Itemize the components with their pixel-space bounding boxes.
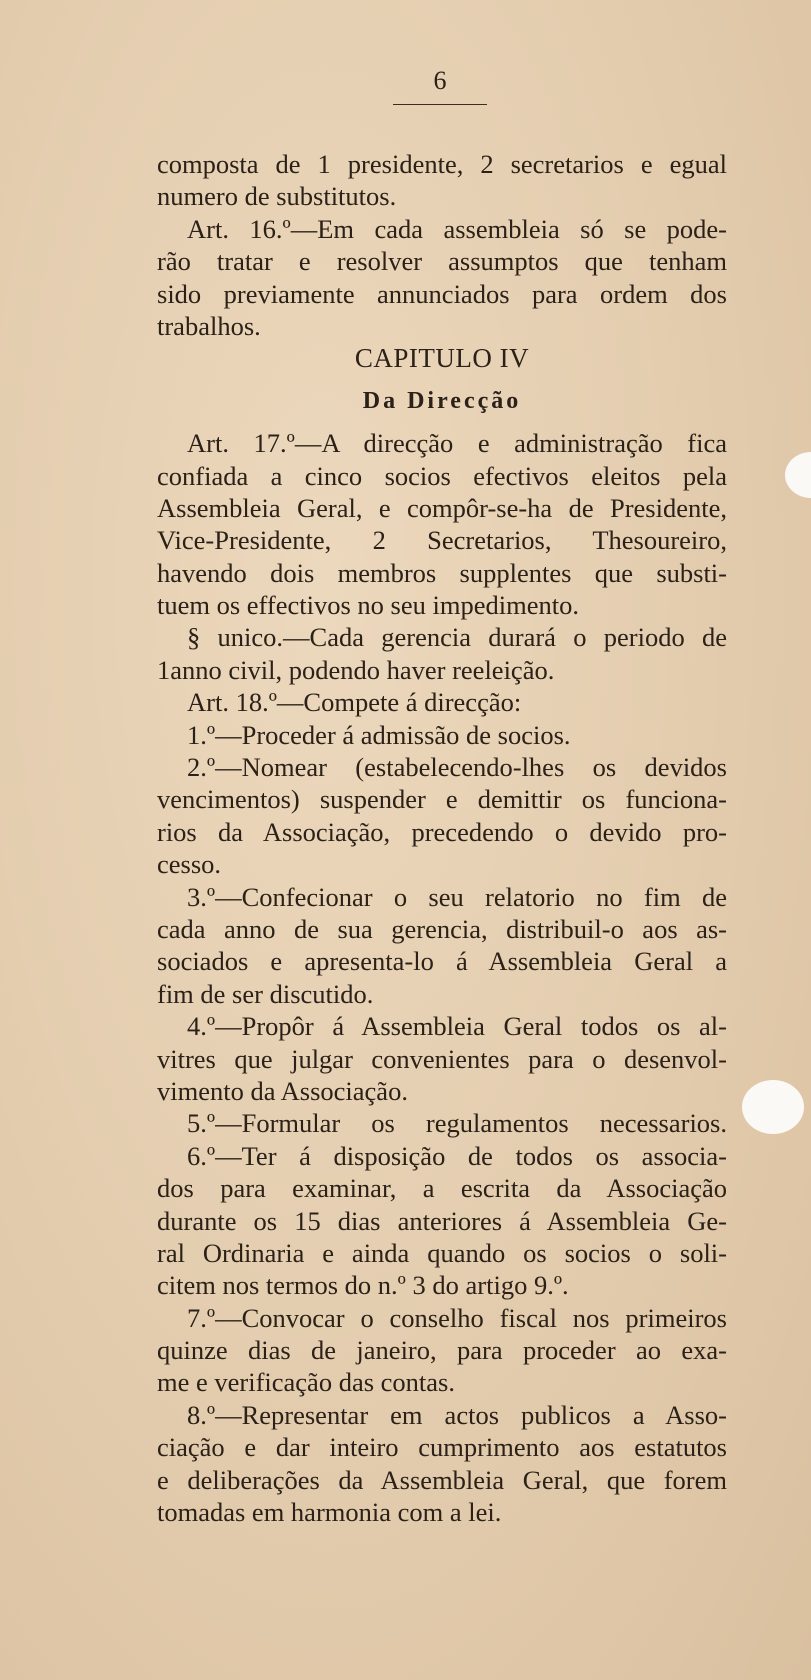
text-line: § unico.—Cada gerencia durará o periodo de bbox=[187, 622, 727, 653]
text-line: 5.º—Formular os regulamentos necessarios. bbox=[187, 1108, 727, 1139]
text-line: 1.º—Proceder á admissão de socios. bbox=[187, 719, 571, 750]
page-number: 6 bbox=[433, 66, 447, 95]
text-line: cada anno de sua gerencia, distribuil-o aos as- bbox=[157, 914, 727, 944]
text-line: numero de substitutos. bbox=[157, 181, 397, 212]
text-line: 3.º—Confecionar o seu relatorio no fim de bbox=[187, 881, 727, 912]
text-line: Art. 17.º—A direcção e administração fica bbox=[187, 428, 727, 459]
text-line: tomadas em harmonia com a lei. bbox=[157, 1497, 502, 1528]
text-line: trabalhos. bbox=[157, 310, 261, 341]
text-line: dos para examinar, a escrita da Associação bbox=[157, 1173, 727, 1204]
text-line: Vice-Presidente, 2 Secretarios, Thesoureiro, bbox=[157, 525, 727, 556]
text-line: 1anno civil, podendo haver reeleição. bbox=[157, 654, 555, 685]
text-line: 6.º—Ter á disposição de todos os associa- bbox=[187, 1140, 727, 1171]
text-line: ciação e dar inteiro cumprimento aos estatutos bbox=[157, 1432, 727, 1463]
text-line: fim de ser discutido. bbox=[157, 978, 374, 1009]
section-title: Da Direcção bbox=[362, 387, 522, 414]
chapter-heading: CAPITULO IV bbox=[354, 343, 530, 374]
text-line: Art. 16.º—Em cada assembleia só se pode- bbox=[187, 213, 727, 244]
text-line: rão tratar e resolver assumptos que tenham bbox=[157, 246, 727, 277]
text-line: quinze dias de janeiro, para proceder ao exa- bbox=[157, 1335, 727, 1366]
text-line: citem nos termos do n.º 3 do artigo 9.º. bbox=[157, 1270, 569, 1301]
text-line: 7.º—Convocar o conselho fiscal nos primeiros bbox=[187, 1302, 727, 1333]
text-line: Art. 18.º—Compete á direcção: bbox=[187, 687, 522, 718]
text-line: vimento da Associação. bbox=[157, 1075, 408, 1106]
paper-hole bbox=[785, 452, 811, 498]
text-line: cesso. bbox=[157, 849, 222, 880]
text-line: tuem os effectivos no seu impedimento. bbox=[157, 590, 579, 621]
text-line: vencimentos) suspender e demittir os funciona- bbox=[157, 784, 727, 815]
text-line: ral Ordinaria e ainda quando os socios o soli- bbox=[157, 1237, 727, 1268]
text-line: confiada a cinco socios efectivos eleitos pela bbox=[157, 460, 727, 491]
paper-hole bbox=[742, 1080, 804, 1134]
page-number-rule bbox=[393, 104, 487, 105]
text-line: 8.º—Representar em actos publicos a Asso- bbox=[187, 1399, 727, 1430]
text-line: durante os 15 dias anteriores á Assembleia Ge- bbox=[157, 1205, 727, 1236]
text-line: 2.º—Nomear (estabelecendo-lhes os devidos bbox=[187, 752, 727, 783]
body-text bbox=[157, 148, 727, 1528]
text-line: me e verificação das contas. bbox=[157, 1367, 455, 1398]
text-line: Assembleia Geral, e compôr-se-ha de Presidente, bbox=[157, 492, 727, 523]
text-line: rios da Associação, precedendo o devido pro- bbox=[157, 816, 727, 847]
text-line: havendo dois membros supplentes que substi- bbox=[157, 557, 727, 588]
text-line: sido previamente annunciados para ordem dos bbox=[157, 278, 727, 309]
text-line: sociados e apresenta-lo á Assembleia Geral a bbox=[157, 946, 727, 977]
text-line: vitres que julgar convenientes para o desenvol- bbox=[157, 1043, 727, 1074]
text-line: 4.º—Propôr á Assembleia Geral todos os al- bbox=[187, 1011, 727, 1042]
text-line: composta de 1 presidente, 2 secretarios e egual bbox=[157, 149, 727, 179]
text-line: e deliberações da Assembleia Geral, que forem bbox=[157, 1464, 727, 1495]
